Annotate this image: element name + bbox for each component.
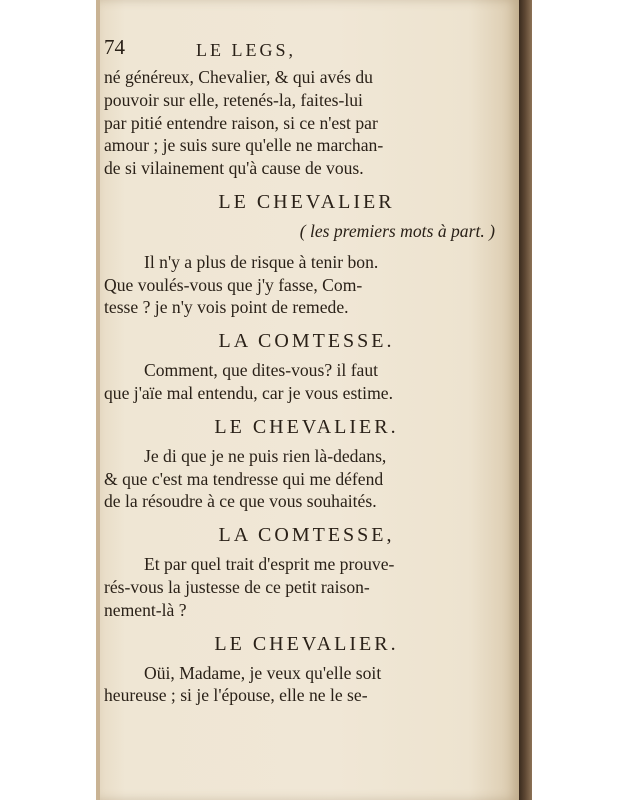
text-line: Et par quel trait d'esprit me prouve- xyxy=(144,554,395,575)
text-line: Que voulés-vous que j'y fasse, Com- xyxy=(104,274,363,295)
speaker-heading: LE CHEVALIER. xyxy=(214,415,399,438)
text-line: Je di que je ne puis rien là-dedans, xyxy=(144,445,387,466)
text-line: pouvoir sur elle, retenés-la, faites-lui xyxy=(104,89,363,110)
speaker-heading: LA COMTESSE. xyxy=(218,330,395,353)
speech-paragraph xyxy=(104,662,509,708)
text-line: Il n'y a plus de risque à tenir bon. xyxy=(144,251,379,272)
text-line: rés-vous la justesse de ce petit raison- xyxy=(104,576,370,597)
running-head: LE LEGS, xyxy=(196,40,296,60)
speaker-heading: LE CHEVALIER xyxy=(218,190,395,213)
speaker-heading: LE CHEVALIER. xyxy=(214,632,399,655)
text-line: Comment, que dites-vous? il faut xyxy=(144,360,379,381)
page-number: 74 xyxy=(104,35,125,59)
text-line: Oüi, Madame, je veux qu'elle soit xyxy=(144,662,382,683)
text-line: tesse ? je n'y vois point de remede. xyxy=(104,297,349,318)
page-header xyxy=(104,36,509,66)
page-edge-shadow xyxy=(519,0,532,800)
page-text xyxy=(104,36,509,711)
text-line: par pitié entendre raison, si ce n'est par xyxy=(104,112,378,133)
speech-paragraph xyxy=(104,66,509,180)
speech-paragraph xyxy=(104,445,509,513)
text-line: de la résoudre à ce que vous souhaités. xyxy=(104,491,377,512)
text-line: né généreux, Chevalier, & qui avés du xyxy=(104,67,373,87)
text-line: amour ; je suis sure qu'elle ne marchan- xyxy=(104,135,384,156)
text-line: de si vilainement qu'à cause de vous. xyxy=(104,158,364,179)
body-blocks xyxy=(104,66,509,707)
text-line: heureuse ; si je l'épouse, elle ne le se- xyxy=(104,685,368,706)
speech-paragraph xyxy=(104,251,509,319)
speech-paragraph xyxy=(104,553,509,621)
speaker-heading: LA COMTESSE, xyxy=(218,524,395,547)
stage-direction: ( les premiers mots à part. ) xyxy=(299,220,495,241)
text-line: que j'aïe mal entendu, car je vous estime. xyxy=(104,382,393,403)
speech-paragraph xyxy=(104,359,509,405)
text-line: nement-là ? xyxy=(104,599,187,620)
text-line: & que c'est ma tendresse qui me défend xyxy=(104,468,384,489)
